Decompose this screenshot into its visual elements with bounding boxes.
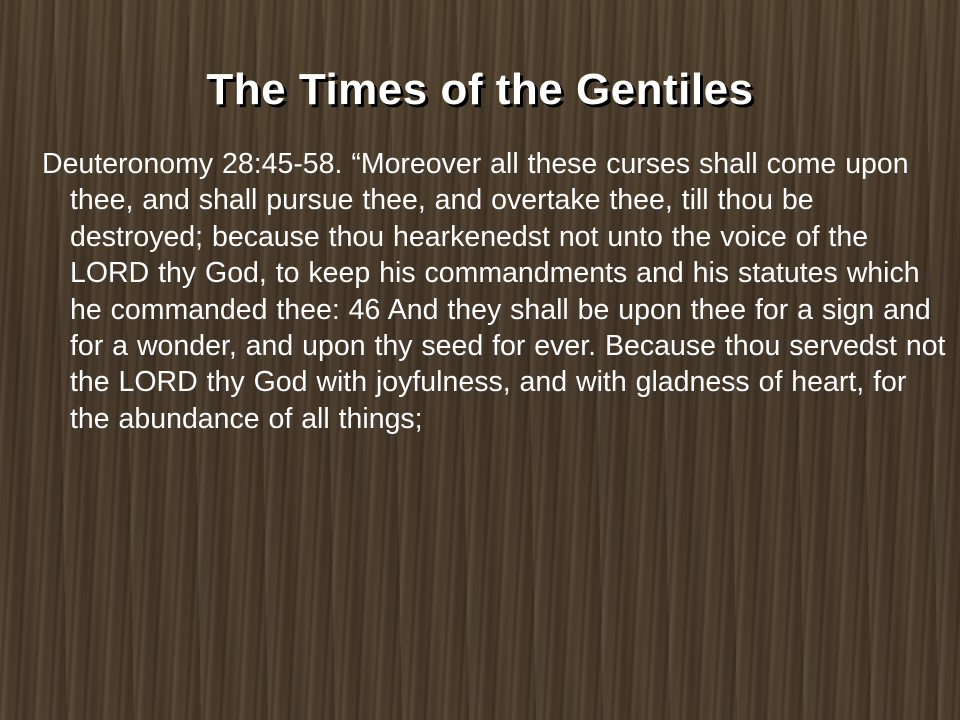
slide-title: The Times of the Gentiles <box>206 65 754 114</box>
scripture-passage: Deuteronomy 28:45-58. “Moreover all these curses shall come upon thee, and shall pursue thee, and overtake thee, till thou be destroyed; because thou hearkenedst not unto the voice of the LORD thy God, to keep his commandments and his statutes which he commanded thee: 46 And they shall be upon thee for a sign and for a wonder, and upon thy seed for ever. Because thou servedst not the LORD thy God with joyfulness, and with gladness of heart, for the abundance of all things; <box>42 148 946 435</box>
